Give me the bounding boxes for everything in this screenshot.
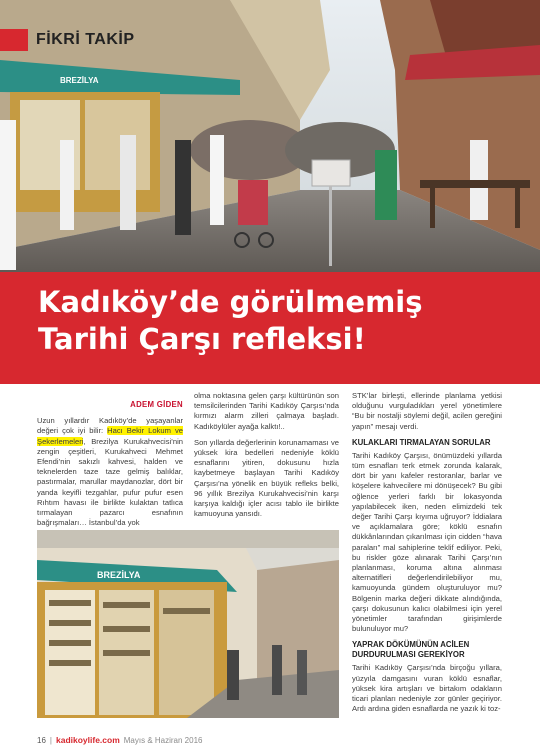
photo2-shop-sign: BREZİLYA [97,570,141,580]
article-column-2 [194,391,339,525]
column-2-paragraph-2: Son yıllarda değerlerinin korunamaması ve yüksek kira bedelleri nedeniyle köklü esnaflarını yitiren, dokusunu hızla kaybetmeye başlayan Tarihi Kadıköy Çarşısı’na yönelik en büyük refleks belki, 96 yıllık Brezilya Kurukahvecisi’nin karşı karşıya kaldığı içler acısı tablo ile birlikte kamuoyuna yansıdı. [194,437,339,519]
headline-line-2: Tarihi Çarşı refleksi! [38,322,366,356]
column-3-paragraph-2: Tarihi Kadıköy Çarşısı, önümüzdeki yıllarda tüm esnafları terk etmek zorunda kalarak, dört bir yanı kafeler restoranlar, barlar ve köşelere kahvecilere mi dönüşecek? Bu gibi oğlence yerleri farklı bir lokasyonda yapılabilecek iken, neden elimizdeki tek değer Tarihi Çarşı kıyıma uğruyor? İddialara ve açıklamalara göre; köklü esnafın dükkânlarından çıkarılması için cidden “hava paraları” mal sahiplerine teklif ediliyor. Peki, bu riskler göze alınarak Tarihi Çarşı’nın planlanması, koruma altına alınması alternatifleri değerlendirilebiliyor mu, kamuoyunda gündem oluşturuluyor mu? Bölgenin marka değeri dikkate alındığında, çarşı dokusunun kalıcı olabilmesi için yerel yönetimler tarafından girişimlerde bulunuluyor mu? [352,450,502,634]
footer-site-link[interactable]: kadikoylife.com [55,735,120,745]
headline-line-1: Kadıköy’de görülmemiş [38,285,423,319]
highlighted-text: Hacı Bekir Lokum ve Şekerlemeleri [37,426,183,446]
column-2-paragraph-1: olma noktasına gelen çarşı kültürünün son temsilcilerinden Tarihi Kadıköy Çarşısı’nda kırmızı alarm zilleri çalmaya başladı. Kadıköylüler ayağa kalktı!.. [194,391,339,431]
column-3-paragraph-1: STK’lar birleşti, ellerinde planlama yetkisi olduğunu vurguladıkları yerel yönetimlere “Bu bir nostalji söylemi değil, acilen gereğini yapın” mesajı verdi. [352,391,502,431]
section-label-text: FİKRİ TAKİP [36,31,135,48]
subheading-1: KULAKLARI TIRMALAYAN SORULAR [352,437,491,447]
footer-separator: | [49,735,52,745]
hero-shop-sign: BREZİLYA [60,76,99,85]
shop-photo [37,530,339,718]
article-column-3 [352,391,502,720]
article-column-1 [37,400,183,534]
intro-continuation: , Brezilya Kurukahvecisi’nin zengin çeşitleri, Kurukahveci Mehmet Efendi’nin sakızlı kahvesi, halden ve teknelerden taze taze gelmiş balıklar, pastırmalar, marullar maydanozlar, dört bir yanda keyifli tezgahlar, pufur pufur esen Rıhtım havası ile birlikte kulaktan tatlıca tırmalayan pazarcı esnafının bağrışmaları… İstanbul’da yok [37,436,183,528]
section-label-block [0,29,28,51]
column-1-paragraph [37,416,183,528]
column-3-paragraph-3: Tarihi Kadıköy Çarşısı’nda birçoğu yıllara, yüzyıla damgasını vuran köklü esnaflar, yüksek kira artışları ve birtakım odakların ticari planları nedeniyle zor günler geçiriyor. Ardı ardına giden esnaflarda ne yazık ki toz- [352,663,502,714]
page-number: 16 [37,735,46,745]
issue-date: Mayıs & Haziran 2016 [123,735,203,745]
headline-band [0,272,540,384]
section-label [0,28,135,52]
brezilya-shop-photo [37,530,339,718]
subheading-2: YAPRAK DÖKÜMÜNÜN ACİLEN DURDURULMASI GEREKİYOR [352,640,470,660]
author-byline: ADEM GİDEN [130,400,183,409]
headline [38,284,458,358]
intro-text: Uzun yıllardır Kadıköy’de yaşayanlar değeri çok iyi bilir: [37,416,183,436]
page-footer [37,735,202,745]
